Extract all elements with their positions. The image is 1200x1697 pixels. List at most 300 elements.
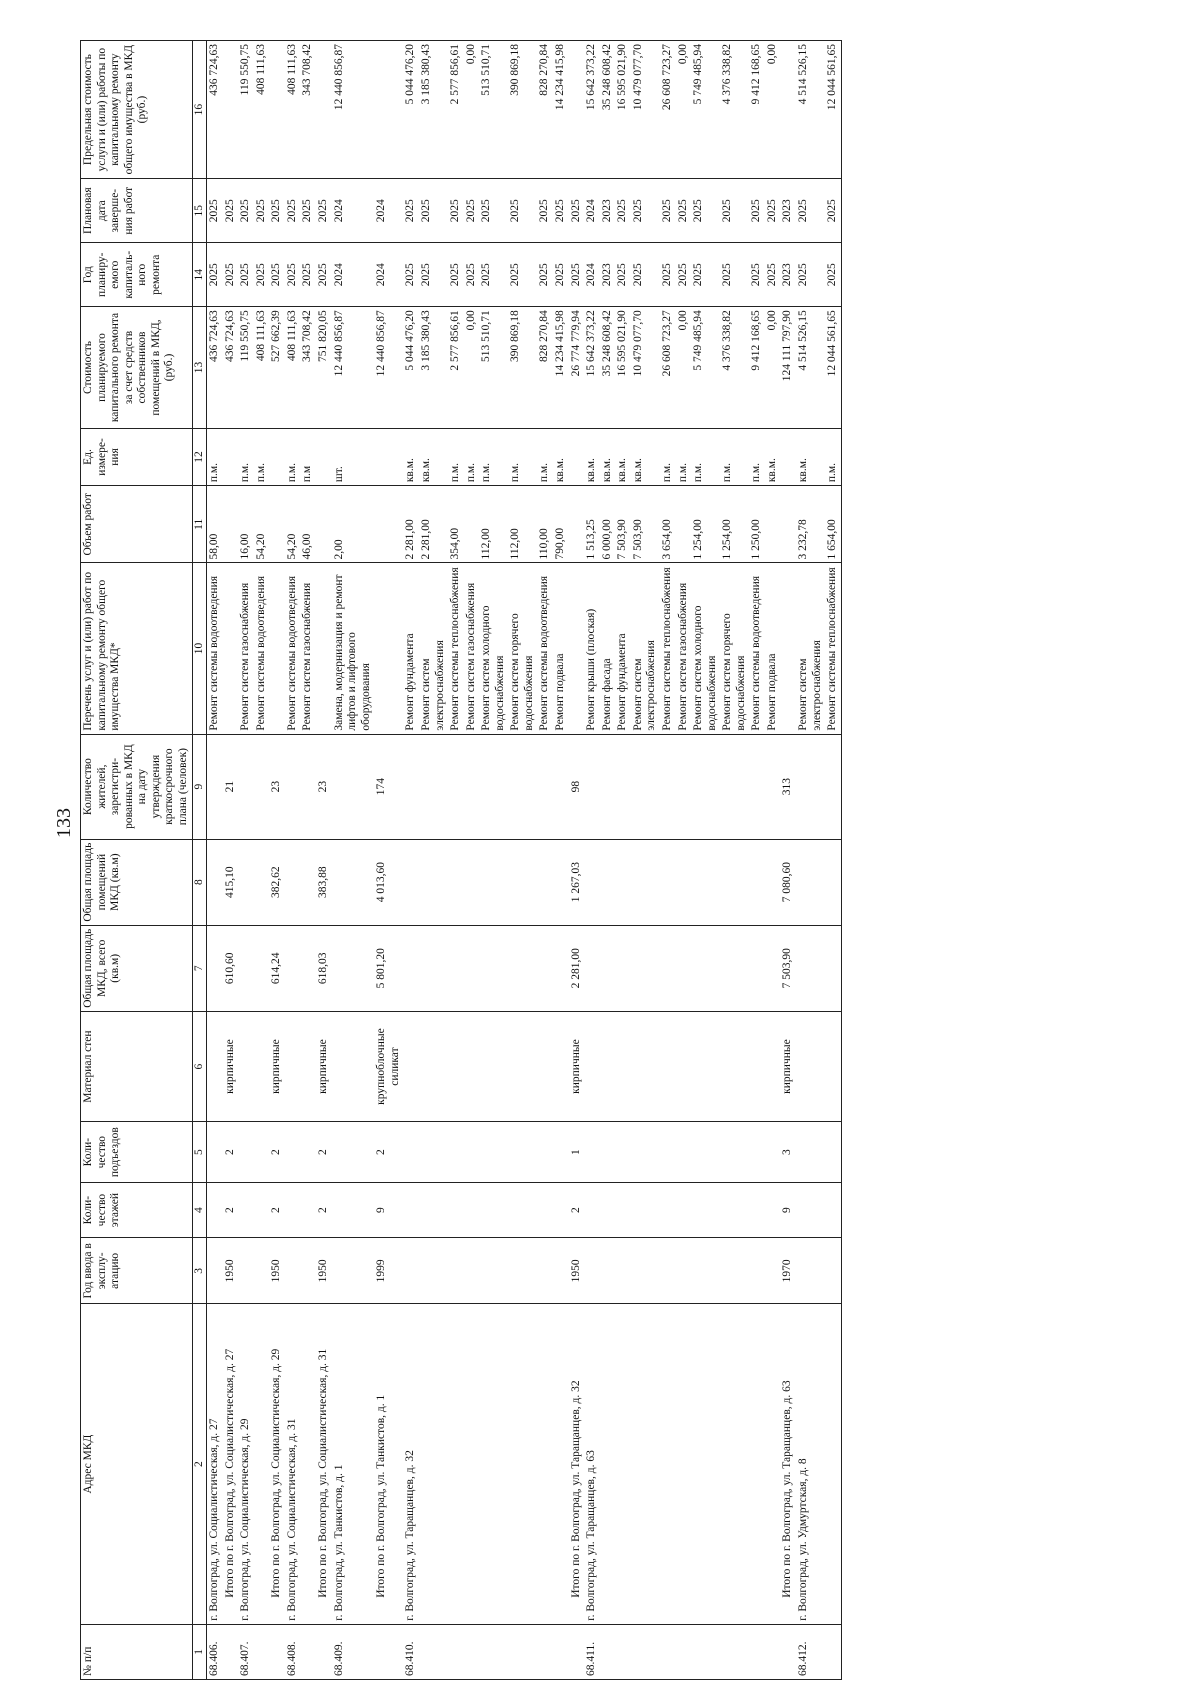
volume-cell: 54,20 <box>254 486 270 563</box>
address-cell <box>600 1304 616 1624</box>
table-row <box>254 41 270 1680</box>
row-number <box>765 1624 781 1679</box>
residents-cell <box>600 734 616 839</box>
residents-cell <box>749 734 765 839</box>
table-row <box>448 41 464 1680</box>
year-cell <box>537 1238 553 1304</box>
planned-year-cell: 2025 <box>207 243 223 307</box>
floors-cell: 9 <box>780 1183 796 1238</box>
year-cell <box>403 1238 419 1304</box>
unit-cell: кв.м. <box>553 428 569 485</box>
rooms-area-cell <box>660 839 676 925</box>
header-cell: Год ввода в эксплу-атацию <box>81 1238 193 1304</box>
total-area-cell: 610,60 <box>223 925 239 1011</box>
work-type-cell: Ремонт систем холодного водоснабжения <box>691 563 720 734</box>
entrances-cell <box>508 1122 537 1183</box>
header-cell: Коли-чество подъездов <box>81 1122 193 1183</box>
wall-material-cell <box>825 1011 841 1121</box>
end-date-cell: 2024 <box>584 179 600 243</box>
address-cell: Итого по г. Волгоград, ул. Социалистическая, д. 31 <box>316 1304 332 1624</box>
entrances-cell <box>537 1122 553 1183</box>
row-number <box>631 1624 660 1679</box>
entrances-cell <box>285 1122 301 1183</box>
entrances-cell <box>660 1122 676 1183</box>
end-date-cell: 2025 <box>285 179 301 243</box>
total-area-cell <box>553 925 569 1011</box>
year-cell <box>631 1238 660 1304</box>
unit-cell: кв.м. <box>796 428 825 485</box>
unit-cell <box>374 428 403 485</box>
wall-material-cell <box>419 1011 448 1121</box>
residents-cell <box>615 734 631 839</box>
total-area-cell <box>508 925 537 1011</box>
row-number <box>269 1624 285 1679</box>
unit-cell <box>316 428 332 485</box>
column-number: 8 <box>192 839 207 925</box>
row-number <box>691 1624 720 1679</box>
wall-material-cell <box>285 1011 301 1121</box>
volume-cell: 1 254,00 <box>720 486 749 563</box>
address-cell: Итого по г. Волгоград, ул. Социалистическая, д. 27 <box>223 1304 239 1624</box>
cost-cell: 119 550,75 <box>238 307 254 428</box>
total-area-cell <box>796 925 825 1011</box>
entrances-cell <box>749 1122 765 1183</box>
floors-cell <box>691 1183 720 1238</box>
end-date-cell: 2025 <box>269 179 285 243</box>
address-cell <box>615 1304 631 1624</box>
row-number: 68.406. <box>207 1624 223 1679</box>
wall-material-cell <box>553 1011 569 1121</box>
cost-cell: 26 774 779,94 <box>569 307 585 428</box>
column-number-row <box>192 41 207 1680</box>
work-type-cell <box>569 563 585 734</box>
unit-cell <box>780 428 796 485</box>
rotated-page <box>80 40 1180 1680</box>
wall-material-cell: кирпичные <box>223 1011 239 1121</box>
cost-cell: 5 749 485,94 <box>691 307 720 428</box>
residents-cell <box>765 734 781 839</box>
wall-material-cell <box>749 1011 765 1121</box>
address-cell <box>419 1304 448 1624</box>
planned-year-cell: 2025 <box>403 243 419 307</box>
wall-material-cell <box>464 1011 480 1121</box>
year-cell <box>207 1238 223 1304</box>
entrances-cell <box>464 1122 480 1183</box>
header-cell: Перечень услуг и (или) работ по капитальному ремонту общего имущества МКД* <box>81 563 193 734</box>
work-type-cell: Ремонт систем холодного водоснабжения <box>479 563 508 734</box>
rooms-area-cell <box>448 839 464 925</box>
column-number: 5 <box>192 1122 207 1183</box>
wall-material-cell <box>332 1011 375 1121</box>
planned-year-cell: 2025 <box>796 243 825 307</box>
floors-cell <box>796 1183 825 1238</box>
unit-cell: п.м. <box>825 428 841 485</box>
volume-cell: 1 250,00 <box>749 486 765 563</box>
limit-cost-cell: 4 376 338,82 <box>720 41 749 179</box>
residents-cell <box>691 734 720 839</box>
year-cell <box>508 1238 537 1304</box>
address-cell <box>720 1304 749 1624</box>
planned-year-cell: 2025 <box>479 243 508 307</box>
address-cell: Итого по г. Волгоград, ул. Таращанцев, д. 32 <box>569 1304 585 1624</box>
residents-cell: 23 <box>269 734 285 839</box>
table-row <box>796 41 825 1680</box>
residents-cell <box>238 734 254 839</box>
address-cell <box>479 1304 508 1624</box>
end-date-cell: 2025 <box>615 179 631 243</box>
column-number: 4 <box>192 1183 207 1238</box>
rooms-area-cell <box>796 839 825 925</box>
residents-cell <box>537 734 553 839</box>
table-row <box>207 41 223 1680</box>
limit-cost-cell: 3 185 380,43 <box>419 41 448 179</box>
end-date-cell: 2025 <box>254 179 270 243</box>
planned-year-cell: 2025 <box>825 243 841 307</box>
wall-material-cell: кирпичные <box>569 1011 585 1121</box>
limit-cost-cell: 5 749 485,94 <box>691 41 720 179</box>
table-row <box>553 41 569 1680</box>
unit-cell: кв.м. <box>600 428 616 485</box>
year-cell <box>300 1238 316 1304</box>
floors-cell <box>676 1183 692 1238</box>
total-area-cell <box>720 925 749 1011</box>
volume-cell <box>676 486 692 563</box>
address-cell: Итого по г. Волгоград, ул. Танкистов, д. 1 <box>374 1304 403 1624</box>
end-date-cell: 2025 <box>223 179 239 243</box>
column-number: 3 <box>192 1238 207 1304</box>
volume-cell: 2 281,00 <box>403 486 419 563</box>
total-row <box>316 41 332 1680</box>
rooms-area-cell: 383,88 <box>316 839 332 925</box>
limit-cost-cell: 343 708,42 <box>300 41 316 179</box>
volume-cell <box>223 486 239 563</box>
planned-year-cell: 2024 <box>584 243 600 307</box>
work-type-cell: Ремонт систем электроснабжения <box>631 563 660 734</box>
year-cell <box>749 1238 765 1304</box>
address-cell <box>676 1304 692 1624</box>
end-date-cell: 2025 <box>316 179 332 243</box>
total-area-cell <box>537 925 553 1011</box>
work-type-cell: Ремонт фундамента <box>403 563 419 734</box>
column-number: 1 <box>192 1624 207 1679</box>
cost-cell: 5 044 476,20 <box>403 307 419 428</box>
floors-cell <box>207 1183 223 1238</box>
row-number <box>537 1624 553 1679</box>
limit-cost-cell: 35 248 608,42 <box>600 41 616 179</box>
header-cell: Коли-чество этажей <box>81 1183 193 1238</box>
end-date-cell: 2025 <box>569 179 585 243</box>
entrances-cell <box>631 1122 660 1183</box>
header-cell: Материал стен <box>81 1011 193 1121</box>
limit-cost-cell: 12 044 561,65 <box>825 41 841 179</box>
row-number <box>374 1624 403 1679</box>
floors-cell <box>479 1183 508 1238</box>
address-cell <box>448 1304 464 1624</box>
unit-cell: п.м. <box>749 428 765 485</box>
rooms-area-cell <box>676 839 692 925</box>
wall-material-cell <box>765 1011 781 1121</box>
end-date-cell: 2025 <box>537 179 553 243</box>
cost-cell: 2 577 856,61 <box>448 307 464 428</box>
entrances-cell <box>419 1122 448 1183</box>
residents-cell <box>796 734 825 839</box>
row-number <box>479 1624 508 1679</box>
work-type-cell: Ремонт систем газоснабжения <box>238 563 254 734</box>
cost-cell: 436 724,63 <box>223 307 239 428</box>
table-row <box>464 41 480 1680</box>
wall-material-cell <box>300 1011 316 1121</box>
volume-cell: 54,20 <box>285 486 301 563</box>
row-number <box>825 1624 841 1679</box>
unit-cell: шт. <box>332 428 375 485</box>
entrances-cell <box>553 1122 569 1183</box>
floors-cell <box>615 1183 631 1238</box>
wall-material-cell <box>508 1011 537 1121</box>
residents-cell <box>300 734 316 839</box>
planned-year-cell: 2025 <box>223 243 239 307</box>
cost-cell: 343 708,42 <box>300 307 316 428</box>
wall-material-cell <box>720 1011 749 1121</box>
row-number <box>316 1624 332 1679</box>
wall-material-cell <box>660 1011 676 1121</box>
limit-cost-cell: 26 608 723,27 <box>660 41 676 179</box>
wall-material-cell: крупноблочные силикат <box>374 1011 403 1121</box>
cost-cell: 4 376 338,82 <box>720 307 749 428</box>
row-number: 68.410. <box>403 1624 419 1679</box>
wall-material-cell <box>796 1011 825 1121</box>
row-number <box>615 1624 631 1679</box>
volume-cell: 3 654,00 <box>660 486 676 563</box>
cost-cell: 408 111,63 <box>254 307 270 428</box>
unit-cell: п.м. <box>691 428 720 485</box>
volume-cell <box>765 486 781 563</box>
rooms-area-cell: 4 013,60 <box>374 839 403 925</box>
column-number: 9 <box>192 734 207 839</box>
year-cell <box>676 1238 692 1304</box>
limit-cost-cell: 828 270,84 <box>537 41 553 179</box>
row-number <box>553 1624 569 1679</box>
planned-year-cell: 2025 <box>316 243 332 307</box>
rooms-area-cell <box>403 839 419 925</box>
table-row <box>419 41 448 1680</box>
planned-year-cell: 2025 <box>749 243 765 307</box>
table-row <box>238 41 254 1680</box>
floors-cell <box>238 1183 254 1238</box>
rooms-area-cell: 382,62 <box>269 839 285 925</box>
wall-material-cell: кирпичные <box>780 1011 796 1121</box>
row-number: 68.407. <box>238 1624 254 1679</box>
rooms-area-cell: 7 080,60 <box>780 839 796 925</box>
end-date-cell: 2023 <box>600 179 616 243</box>
header-cell: № п/п <box>81 1624 193 1679</box>
end-date-cell: 2025 <box>553 179 569 243</box>
column-number: 16 <box>192 41 207 179</box>
cost-cell: 12 440 856,87 <box>332 307 375 428</box>
column-number: 15 <box>192 179 207 243</box>
year-cell <box>765 1238 781 1304</box>
address-cell: г. Волгоград, ул. Удмуртская, д. 8 <box>796 1304 825 1624</box>
entrances-cell <box>676 1122 692 1183</box>
total-row <box>374 41 403 1680</box>
planned-year-cell: 2025 <box>269 243 285 307</box>
rooms-area-cell <box>537 839 553 925</box>
work-type-cell: Ремонт крыши (плоская) <box>584 563 600 734</box>
entrances-cell <box>796 1122 825 1183</box>
table-row <box>749 41 765 1680</box>
limit-cost-cell: 436 724,63 <box>207 41 223 179</box>
volume-cell <box>464 486 480 563</box>
floors-cell: 2 <box>316 1183 332 1238</box>
floors-cell: 2 <box>223 1183 239 1238</box>
end-date-cell: 2025 <box>207 179 223 243</box>
row-number: 68.412. <box>796 1624 825 1679</box>
total-area-cell <box>660 925 676 1011</box>
work-type-cell: Ремонт системы водоотведения <box>749 563 765 734</box>
unit-cell: п.м. <box>508 428 537 485</box>
residents-cell <box>825 734 841 839</box>
row-number <box>749 1624 765 1679</box>
work-type-cell: Ремонт фасада <box>600 563 616 734</box>
year-cell: 1950 <box>316 1238 332 1304</box>
volume-cell <box>269 486 285 563</box>
unit-cell: п.м. <box>207 428 223 485</box>
year-cell <box>464 1238 480 1304</box>
unit-cell: п.м. <box>660 428 676 485</box>
unit-cell <box>223 428 239 485</box>
column-number: 12 <box>192 428 207 485</box>
year-cell <box>479 1238 508 1304</box>
end-date-cell: 2025 <box>720 179 749 243</box>
volume-cell: 2,00 <box>332 486 375 563</box>
work-type-cell: Ремонт систем горячего водоснабжения <box>720 563 749 734</box>
limit-cost-cell: 513 510,71 <box>479 41 508 179</box>
residents-cell: 23 <box>316 734 332 839</box>
table-row <box>600 41 616 1680</box>
residents-cell <box>464 734 480 839</box>
address-cell: г. Волгоград, ул. Таращанцев, д. 63 <box>584 1304 600 1624</box>
address-cell <box>553 1304 569 1624</box>
planned-year-cell: 2025 <box>448 243 464 307</box>
volume-cell: 1 513,25 <box>584 486 600 563</box>
end-date-cell: 2025 <box>448 179 464 243</box>
end-date-cell: 2025 <box>508 179 537 243</box>
volume-cell: 3 232,78 <box>796 486 825 563</box>
limit-cost-cell: 5 044 476,20 <box>403 41 419 179</box>
end-date-cell: 2025 <box>796 179 825 243</box>
total-area-cell <box>825 925 841 1011</box>
cost-cell: 14 234 415,98 <box>553 307 569 428</box>
header-cell: Год планиру-емого капиталь-ного ремонта <box>81 243 193 307</box>
table-row <box>285 41 301 1680</box>
total-area-cell <box>749 925 765 1011</box>
residents-cell <box>631 734 660 839</box>
wall-material-cell <box>254 1011 270 1121</box>
total-area-cell <box>448 925 464 1011</box>
address-cell: г. Волгоград, ул. Социалистическая, д. 27 <box>207 1304 223 1624</box>
column-number: 11 <box>192 486 207 563</box>
end-date-cell: 2025 <box>631 179 660 243</box>
planned-year-cell: 2025 <box>238 243 254 307</box>
year-cell <box>448 1238 464 1304</box>
floors-cell <box>720 1183 749 1238</box>
end-date-cell: 2025 <box>765 179 781 243</box>
address-cell: Итого по г. Волгоград, ул. Таращанцев, д. 63 <box>780 1304 796 1624</box>
cost-cell: 527 662,39 <box>269 307 285 428</box>
entrances-cell: 2 <box>269 1122 285 1183</box>
work-type-cell: Ремонт систем электроснабжения <box>419 563 448 734</box>
total-area-cell <box>332 925 375 1011</box>
residents-cell: 98 <box>569 734 585 839</box>
entrances-cell <box>615 1122 631 1183</box>
row-number <box>419 1624 448 1679</box>
residents-cell: 21 <box>223 734 239 839</box>
wall-material-cell <box>584 1011 600 1121</box>
end-date-cell: 2024 <box>374 179 403 243</box>
entrances-cell <box>765 1122 781 1183</box>
row-number <box>660 1624 676 1679</box>
volume-cell: 6 000,00 <box>600 486 616 563</box>
year-cell <box>285 1238 301 1304</box>
address-cell <box>254 1304 270 1624</box>
unit-cell: кв.м. <box>765 428 781 485</box>
header-cell: Ед. измере-ния <box>81 428 193 485</box>
planned-year-cell: 2025 <box>676 243 692 307</box>
unit-cell: п.м. <box>285 428 301 485</box>
cost-cell: 408 111,63 <box>285 307 301 428</box>
entrances-cell <box>207 1122 223 1183</box>
planned-year-cell: 2025 <box>419 243 448 307</box>
unit-cell: п.м. <box>676 428 692 485</box>
entrances-cell <box>720 1122 749 1183</box>
entrances-cell: 3 <box>780 1122 796 1183</box>
total-row <box>780 41 796 1680</box>
address-cell <box>765 1304 781 1624</box>
residents-cell <box>508 734 537 839</box>
table-row <box>479 41 508 1680</box>
unit-cell <box>269 428 285 485</box>
volume-cell: 112,00 <box>508 486 537 563</box>
address-cell <box>825 1304 841 1624</box>
planned-year-cell: 2025 <box>254 243 270 307</box>
volume-cell: 1 654,00 <box>825 486 841 563</box>
entrances-cell <box>300 1122 316 1183</box>
planned-year-cell: 2024 <box>332 243 375 307</box>
limit-cost-cell: 16 595 021,90 <box>615 41 631 179</box>
planned-year-cell: 2025 <box>615 243 631 307</box>
rooms-area-cell <box>285 839 301 925</box>
row-number <box>780 1624 796 1679</box>
table-row <box>537 41 553 1680</box>
volume-cell: 112,00 <box>479 486 508 563</box>
row-number <box>508 1624 537 1679</box>
address-cell <box>691 1304 720 1624</box>
end-date-cell: 2024 <box>332 179 375 243</box>
column-number: 13 <box>192 307 207 428</box>
work-type-cell: Ремонт систем газоснабжения <box>464 563 480 734</box>
residents-cell <box>676 734 692 839</box>
limit-cost-cell: 9 412 168,65 <box>749 41 765 179</box>
entrances-cell <box>403 1122 419 1183</box>
end-date-cell: 2025 <box>464 179 480 243</box>
limit-cost-cell: 4 514 526,15 <box>796 41 825 179</box>
volume-cell: 790,00 <box>553 486 569 563</box>
floors-cell <box>419 1183 448 1238</box>
floors-cell <box>403 1183 419 1238</box>
total-area-cell <box>691 925 720 1011</box>
wall-material-cell <box>600 1011 616 1121</box>
column-number: 14 <box>192 243 207 307</box>
wall-material-cell <box>207 1011 223 1121</box>
